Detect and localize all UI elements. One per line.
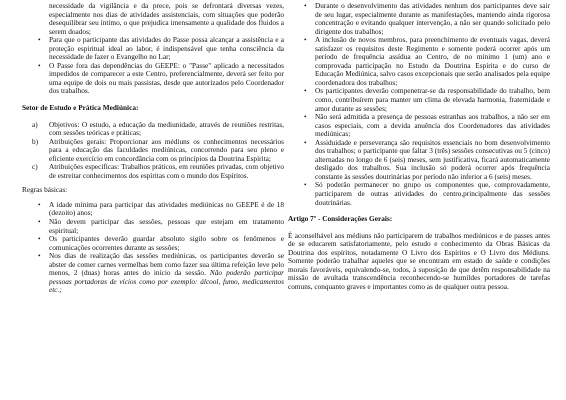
mediunic-rules-list xyxy=(288,2,550,207)
passe-rules-list xyxy=(22,36,284,96)
section-heading: Setor de Estudo e Prática Mediúnica: xyxy=(22,103,139,113)
list-item: • Só poderão permanecer no grupo os componentes que, comprovadamente, participarem de outras atividades do centro,principalmente das sessões doutrinárias. xyxy=(288,181,550,207)
list-item: • Não será admitida a presença de pessoas estranhas aos trabalhos, a não ser em casos especiais, com a devida anuência dos Coordenadores das atividades mediúnicas; xyxy=(288,113,550,139)
enum-text: Objetivos: O estudo, a educação da mediunidade, através de reuniões restritas, com sessões teóricas e práticas; xyxy=(49,119,284,138)
enum-item-c xyxy=(22,163,284,180)
list-item-text: A idade mínima para participar das atividades mediúnicas no GEEPE é de 18 (dezoito) anos; xyxy=(49,199,284,218)
list-item-text: Nos dias de realização das sessões mediúnicas, os participantes deverão se abster de comer carnes vermelhas bem como fazer sua última refeição leve pelo menos, 2 (duas) horas antes do início da sessão. xyxy=(49,251,284,278)
enum-item-a xyxy=(22,121,284,138)
basic-rules-list xyxy=(22,201,284,295)
enum-marker: a) xyxy=(32,119,38,129)
list-item: • Durante o desenvolvimento das atividades nenhum dos participantes deve sair de seu lugar, especialmente durante as manifestações, mantendo ainda rigorosa concentração e evitando qualquer intervenção, a não ser quando solicitado pelo dirigente dos trabalhos; xyxy=(288,2,550,36)
right-column xyxy=(288,2,550,292)
enum-marker: c) xyxy=(32,162,38,172)
list-item xyxy=(22,252,284,295)
enumerated-list xyxy=(22,121,284,181)
enum-marker: b) xyxy=(32,136,39,146)
list-item xyxy=(22,218,284,235)
enum-text: Atribuições gerais: Proporcionar aos médiuns os conhecimentos necessários para a educação das faculdades mediúnicas, concorrendo para seu pleno e eficiente exercício em concordância com os princípios da Doutrina Espírita; xyxy=(49,136,284,163)
list-item-italic-text: Não poderão participar pessoas portadoras de vícios como por exemplo: álcool, fumo, medicamentos etc.; xyxy=(49,268,284,295)
list-item-text: Não devem participar das sessões, pessoas que estejam em tratamento espiritual; xyxy=(49,217,284,235)
list-item: • O Passe fora das dependências do GEEPE: o "Passe" aplicado a necessitados impedidos de comparecer a este Centro, preferencialmente, deverá ser feito por uma equipe de dois ou mais passistas, desde que autorizados pelo Coordenador dos trabalhos. xyxy=(22,62,284,96)
list-item-text: Os participantes deverão guardar absoluto sigilo sobre os fenômenos e comunicações ocorrentes durante as sessões; xyxy=(49,234,284,252)
list-item: • Os participantes deverão compenetrar-se da responsabilidade do trabalho, bem como, contribuírem para manter um clima de elevada harmonia, fraternidade e amor durante as sessões; xyxy=(288,87,550,113)
enum-text: Atribuições específicas: Trabalhos práticos, em reuniões privadas, com objetivo de estreitar conhecimentos dos espíritas com o mundo dos Espíritos. xyxy=(49,162,284,180)
article-paragraph: É aconselhável aos médiuns não participarem de trabalhos mediúnicos e de passes antes de se educarem satisfatoriamente, pelo estudo e conhecimento da Obras Básicas da Doutrina dos espíritos, notadamente O Livro dos Espíritos e O Livro dos Médiuns. Somente poderão trabalhar aqueles que se encontram em estado de saúde e condições morais favoráveis, equivalendo-se, todos, à suposição de que detêm responsabilidade na missão de avultada transcendência reconhecendo-se humildes portadores de tarefas comuns, conquanto graves e importantes como as de qualquer outra pessoa. xyxy=(288,230,550,291)
enum-item-b xyxy=(22,138,284,164)
list-item: • Para que o participante das atividades do Passe possa alcançar a assistência e a proteção espiritual ideal ao labor, é indispensável que tenha consciência da necessidade de fazer o Evangelho no Lar; xyxy=(22,36,284,62)
left-column xyxy=(22,2,284,295)
list-item: • A inclusão de novos membros, para preenchimento de eventuais vagas, deverá satisfazer os requisitos deste Regimento e somente poderá ocorrer após um período de frequência assídua ao Centro, de no mínimo 1 (um) ano e comprovada participação no Estudo da Doutrina Espírita e do curso de Educação Mediúnica, salvo casos excepcionais que serão analisados pela equipe coordenadora dos trabalhos; xyxy=(288,36,550,87)
article-heading: Artigo 7º - Considerações Gerais: xyxy=(288,214,393,224)
continued-paragraph: necessidade da vigilância e da prece, pois se defrontará diversas vezes, especialmente nos dias de atividades assistenciais, com situações que poderão desequilibrar seu íntimo, o que prejudica imensamente a qualidade dos fluidos a serem doados; xyxy=(49,1,284,36)
list-item: • Assiduidade e perseverança são requisitos essenciais no bom desenvolvimento dos trabalhos; o participante que faltar 3 (três) sessões consecutivas ou 5 (cinco) alternadas no longo de 6 (seis) meses, sem justificativa, ficará automaticamente desligado dos trabalhos. Sua inclusão só poderá ocorrer após frequência constante às sessões doutrinárias por período não inferior a 6 (seis) meses. xyxy=(288,139,550,182)
rules-label: Regras básicas: xyxy=(22,185,68,195)
list-item xyxy=(22,235,284,252)
list-item xyxy=(22,201,284,218)
